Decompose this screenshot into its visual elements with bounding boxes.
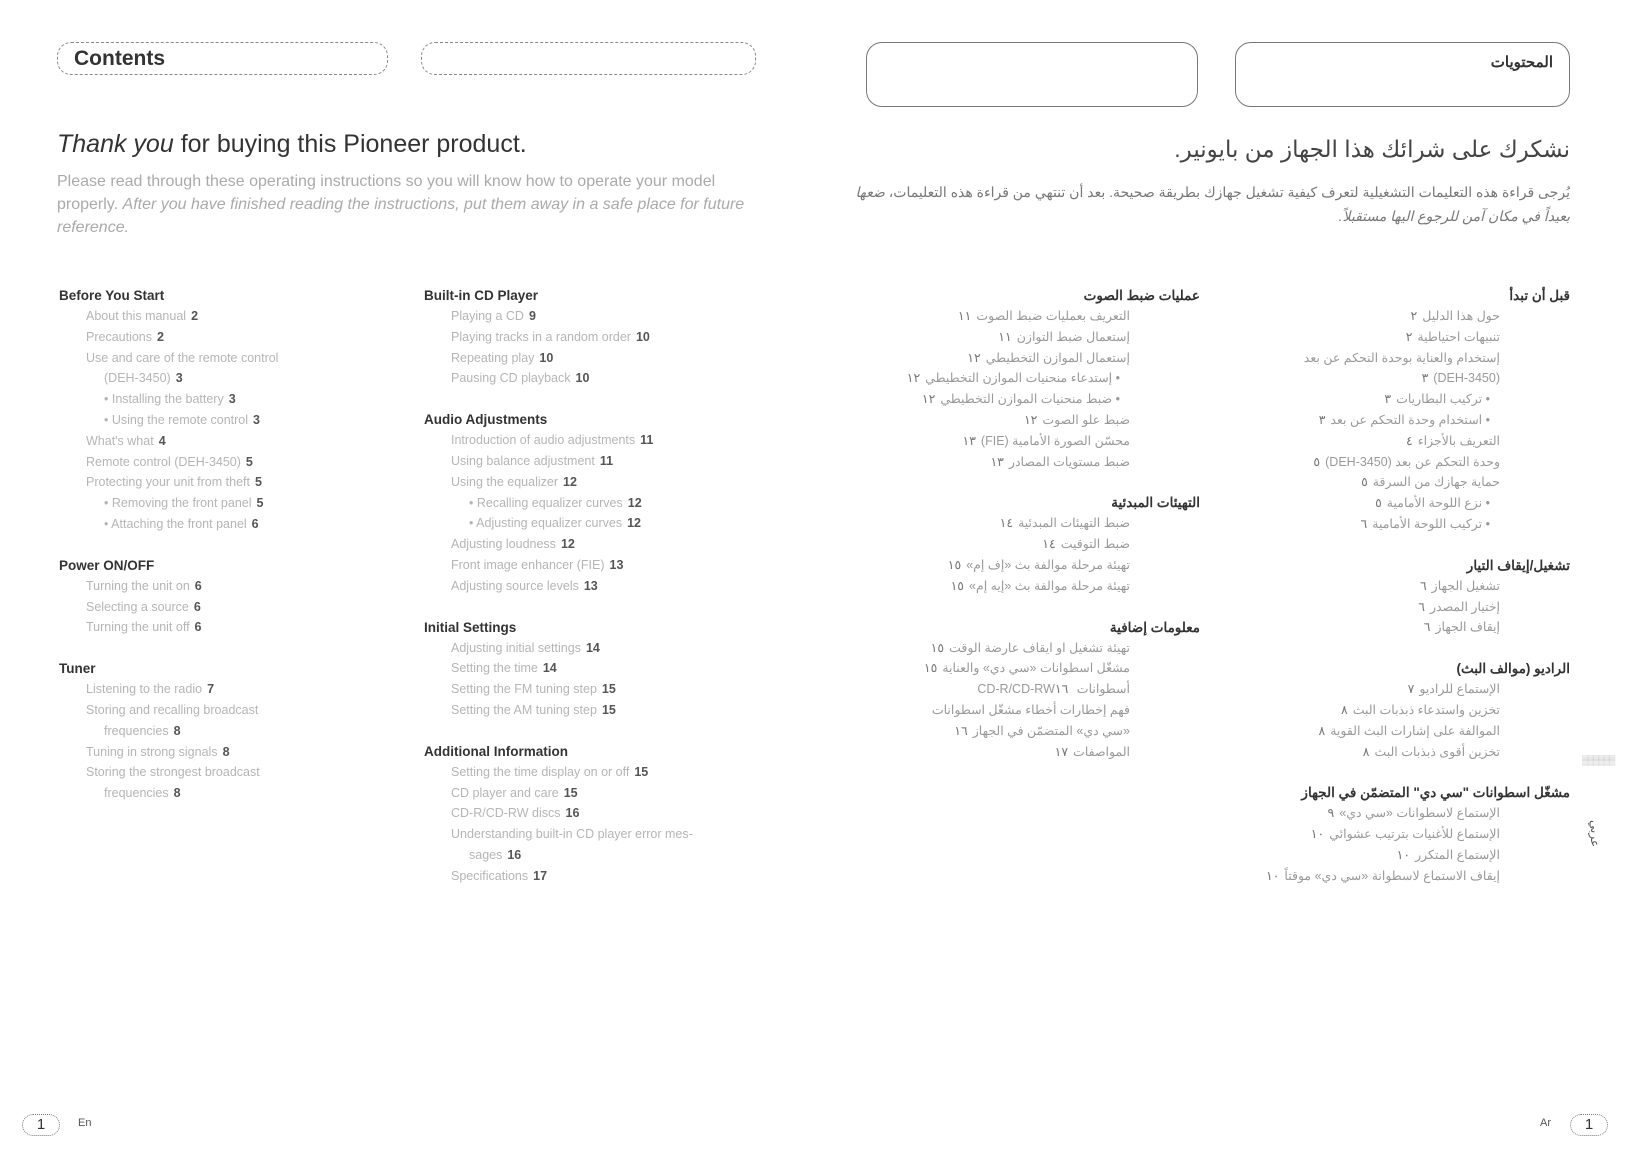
toc-section (820, 285, 1200, 472)
toc-entry (820, 638, 1200, 659)
toc-entry-text: إستعمال الموازن التخطيطي (985, 350, 1130, 365)
toc-entry (424, 348, 784, 369)
toc-entry (1150, 742, 1570, 763)
toc-entry-text: What's what (86, 433, 154, 448)
toc-section-heading: التهيئات المبدئية (1111, 495, 1200, 511)
toc-entry-text: • Removing the front panel (104, 496, 252, 511)
toc-entry-page: ١٦ (1054, 682, 1069, 697)
toc-entry (424, 513, 784, 534)
header-box-empty-ar (866, 42, 1198, 107)
toc-entry-text: Playing tracks in a random order (451, 329, 631, 344)
toc-section-heading: تشغيل/إيقاف التيار (1466, 557, 1570, 573)
toc-entry (59, 493, 399, 514)
toc-entry-page: 9 (528, 309, 536, 323)
toc-entry (1150, 700, 1570, 721)
toc-entry-text: Setting the AM tuning step (451, 702, 597, 717)
toc-column-ar-1 (1150, 285, 1570, 907)
toc-entry-page: ١٠ (1265, 868, 1280, 883)
toc-entry (1150, 452, 1570, 473)
toc-entry-page: ١١ (957, 309, 972, 323)
toc-entry (1150, 845, 1570, 866)
toc-entry (1150, 866, 1570, 887)
toc-column-ar-2 (820, 285, 1200, 782)
toc-entry-text: Pausing CD playback (451, 371, 571, 386)
toc-entry-text: Storing the strongest broadcast (86, 765, 260, 780)
toc-entry-page: 15 (634, 764, 649, 779)
toc-entry-text: Storing and recalling broadcast (86, 702, 259, 717)
toc-entry (59, 472, 399, 493)
toc-entry-page: 13 (583, 578, 598, 593)
toc-section (59, 285, 399, 535)
toc-entry-text: (DEH-3450) (1433, 371, 1500, 386)
toc-entry (424, 451, 784, 472)
toc-entry-page: ٦ (1419, 578, 1427, 593)
toc-entry-text: Setting the FM tuning step (451, 682, 597, 697)
toc-entry (59, 742, 399, 763)
toc-entry-text: About this manual (86, 309, 187, 323)
toc-entry-text: الإستماع لاسطوانات «سي دي» (1339, 806, 1500, 821)
toc-entry-page: 6 (193, 599, 201, 614)
toc-entry (59, 783, 399, 804)
toc-entry-page: ٦ (1423, 620, 1431, 635)
toc-entry-page: ٥ (1313, 454, 1321, 469)
toc-entry (820, 513, 1200, 534)
toc-entry-page: ١٤ (1042, 537, 1056, 552)
toc-entry-page: 11 (599, 453, 614, 468)
toc-entry-text: التعريف بالأجزاء (1417, 433, 1500, 448)
toc-entry (424, 845, 784, 866)
toc-entry (1150, 803, 1570, 824)
toc-entry-page: ٦ (1418, 599, 1425, 614)
toc-entry (59, 368, 399, 389)
toc-entry-text: التعريف بعمليات ضبط الصوت (976, 309, 1130, 323)
toc-entry-page: 3 (253, 412, 260, 427)
toc-entry-page: 2 (191, 309, 199, 323)
toc-column-en-1 (59, 285, 399, 824)
toc-entry (424, 493, 784, 514)
toc-entry-page: ١٣ (962, 433, 976, 448)
toc-entry-page: 4 (158, 433, 166, 448)
toc-entry (820, 576, 1200, 597)
toc-section-heading: Audio Adjustments (424, 412, 548, 428)
toc-entry (820, 431, 1200, 452)
toc-entry-page: ١٥ (950, 578, 964, 593)
toc-entry (820, 327, 1200, 348)
toc-entry (59, 617, 399, 638)
toc-entry-page: 7 (207, 682, 215, 697)
toc-entry (1150, 431, 1570, 452)
toc-entry-page: 10 (575, 371, 590, 386)
toc-entry (1150, 679, 1570, 700)
toc-entry-text: Setting the time (451, 661, 538, 676)
toc-entry-text: (DEH-3450) (104, 371, 171, 386)
toc-entry-text: sages (469, 847, 503, 862)
side-tab-mark: ▒▒▒▒▒▒ (1582, 755, 1615, 765)
toc-entry (424, 327, 784, 348)
intro-paragraph: Please read through these operating instructions so you will know how to operate your model properly. After you have finished reading the instructions, put them away in a safe place for future reference. (57, 173, 745, 236)
toc-entry-page: ٩ (1327, 806, 1335, 821)
toc-entry-page: 15 (563, 785, 578, 800)
toc-entry-page: 15 (601, 702, 616, 717)
toc-entry-page: 3 (175, 371, 183, 386)
toc-entry (424, 576, 784, 597)
toc-entry-text: Turning the unit on (86, 578, 190, 593)
toc-entry-text: الإستماع المتكرر (1415, 847, 1500, 862)
toc-entry-text: فهم إخطارات أخطاء مشغّل اسطوانات (931, 702, 1130, 717)
toc-entry-text: Turning the unit off (86, 620, 190, 635)
toc-entry (424, 700, 784, 721)
toc-entry-text: حول هذا الدليل (1422, 309, 1500, 323)
toc-entry (59, 514, 399, 535)
toc-section-heading: Tuner (59, 661, 96, 677)
toc-entry-page: ١٥ (930, 640, 945, 655)
toc-entry (820, 348, 1200, 369)
toc-entry (820, 452, 1200, 473)
toc-entry-text: • تركيب اللوحة الأمامية (1372, 516, 1490, 531)
toc-entry (820, 368, 1200, 389)
toc-entry-text: Tuning in strong signals (86, 744, 218, 759)
toc-entry-text: ضبط التوقيت (1060, 537, 1130, 552)
toc-entry (59, 597, 399, 618)
contents-header-box (57, 42, 388, 75)
toc-entry-text: Front image enhancer (FIE) (451, 557, 605, 572)
toc-entry-page: ١٢ (906, 371, 921, 386)
toc-entry-page: 17 (533, 868, 548, 883)
toc-entry-page: 5 (254, 475, 262, 490)
toc-entry (424, 866, 784, 887)
toc-section-heading: قبل أن تبدأ (1509, 288, 1570, 303)
toc-entry (1150, 389, 1570, 410)
page-number-ar: 1 (1570, 1114, 1608, 1136)
toc-entry-text: Using the equalizer (451, 474, 559, 489)
toc-entry-text: • Recalling equalizer curves (469, 495, 623, 510)
toc-entry (820, 679, 1200, 700)
toc-entry-text: تخزين أقوى ذبذبات البث (1374, 744, 1500, 759)
toc-entry-text: وحدة التحكم عن بعد (DEH-3450) (1325, 454, 1500, 469)
toc-entry-text: Listening to the radio (86, 682, 203, 697)
toc-entry (820, 742, 1200, 763)
toc-entry-page: ١٥ (947, 557, 962, 572)
toc-entry-page: 11 (640, 433, 654, 448)
toc-entry-page: 3 (228, 392, 236, 407)
toc-entry (1150, 327, 1570, 348)
toc-entry-text: Specifications (451, 868, 529, 883)
toc-entry-text: إستعمال ضبط التوازن (1016, 329, 1130, 344)
toc-section (1150, 658, 1570, 762)
toc-entry-page: 12 (627, 495, 642, 510)
toc-entry-text: حماية جهازك من السرقة (1372, 475, 1500, 490)
toc-entry-text: إختيار المصدر (1429, 599, 1500, 614)
toc-entry-text: تهيئة مرحلة موالفة بث «إف إم» (966, 557, 1130, 572)
toc-entry (1150, 824, 1570, 845)
toc-entry-page: ٣ (1318, 412, 1326, 427)
toc-entry-text: تهيئة مرحلة موالفة بث «إيه إم» (969, 578, 1130, 593)
toc-entry-text: • تركيب البطاريات (1396, 392, 1490, 407)
toc-entry-text: «سي دي» المتضمّن في الجهاز (972, 723, 1130, 738)
toc-entry (1150, 368, 1570, 389)
toc-entry-page: ١٣ (990, 454, 1004, 469)
toc-section-heading: Built-in CD Player (424, 288, 539, 303)
toc-entry-page: 6 (194, 620, 202, 635)
toc-entry (820, 534, 1200, 555)
toc-entry-text: ضبط مستويات المصادر (1008, 454, 1130, 469)
toc-entry (424, 430, 784, 451)
toc-entry-text: تهيئة تشغيل او ايقاف عارضة الوقت (949, 640, 1130, 655)
toc-section-heading: معلومات إضافية (1109, 619, 1200, 635)
toc-entry (59, 679, 399, 700)
toc-entry (820, 658, 1200, 679)
language-label-ar: Ar (1540, 1117, 1551, 1129)
toc-entry-page: ١٥ (923, 661, 938, 676)
toc-entry (424, 555, 784, 576)
toc-entry-text: مشغّل اسطوانات «سي دي» والعناية (942, 661, 1130, 676)
toc-entry-page: 15 (601, 682, 616, 697)
toc-entry (424, 679, 784, 700)
toc-entry-text: Setting the time display on or off (451, 764, 630, 779)
toc-entry-text: • Adjusting equalizer curves (469, 516, 623, 531)
page-number-en: 1 (22, 1114, 60, 1136)
toc-entry-text: Adjusting loudness (451, 537, 556, 552)
toc-entry-page: 10 (635, 329, 650, 344)
toc-entry-text: Playing a CD (451, 309, 524, 323)
toc-entry-page: ٤ (1406, 433, 1413, 448)
toc-entry-page: 5 (245, 454, 253, 469)
toc-entry-page: 8 (173, 723, 181, 738)
toc-section (1150, 555, 1570, 638)
toc-entry-page: ٢ (1405, 329, 1413, 344)
toc-entry (820, 700, 1200, 721)
contents-title: Contents (74, 47, 165, 70)
toc-entry-text: أسطوانات CD-R/CD-RW (977, 682, 1130, 697)
toc-entry (59, 431, 399, 452)
language-label-en: En (78, 1117, 92, 1129)
toc-entry-text: Protecting your unit from theft (86, 475, 250, 490)
contents-header-box-ar (1235, 42, 1570, 107)
toc-section (424, 741, 784, 887)
toc-entry-page: ٣ (1384, 392, 1392, 407)
toc-entry-text: • Installing the battery (104, 392, 224, 407)
toc-entry-text: إيقاف الاستماع لاسطوانة «سي دي» موقتاً (1284, 868, 1500, 883)
toc-entry-text: • Using the remote control (104, 412, 249, 427)
toc-entry-page: 14 (542, 661, 557, 676)
toc-entry-text: frequencies (104, 786, 169, 801)
toc-entry (424, 803, 784, 824)
toc-entry (820, 555, 1200, 576)
toc-entry-text: • إستدعاء منحنيات الموازن التخطيطي (925, 371, 1120, 386)
toc-entry (424, 306, 784, 327)
toc-entry (820, 389, 1200, 410)
toc-entry-page: ٦ (1360, 516, 1368, 531)
toc-entry (59, 762, 399, 783)
toc-entry (1150, 410, 1570, 431)
toc-entry-text: CD-R/CD-RW discs (451, 806, 561, 821)
toc-entry-text: Use and care of the remote control (86, 350, 279, 365)
toc-entry (1150, 348, 1570, 369)
toc-section-heading: عمليات ضبط الصوت (1083, 288, 1200, 303)
toc-section (1150, 285, 1570, 535)
toc-entry (424, 472, 784, 493)
toc-entry-text: ضبط التهيئات المبدئية (1018, 516, 1130, 531)
toc-entry-text: إستخدام والعناية بوحدة التحكم عن بعد (1303, 350, 1500, 365)
toc-entry (59, 576, 399, 597)
toc-entry (424, 824, 784, 845)
toc-entry (59, 410, 399, 431)
toc-entry (820, 410, 1200, 431)
toc-entry (1150, 493, 1570, 514)
toc-entry-page: 6 (194, 578, 202, 593)
toc-section (59, 555, 399, 638)
toc-entry-text: • استخدام وحدة التحكم عن بعد (1330, 412, 1490, 427)
toc-entry-text: الإستماع للراديو (1419, 682, 1500, 697)
toc-entry-text: تشغيل الجهاز (1431, 578, 1500, 593)
toc-entry-page: 6 (251, 516, 259, 531)
toc-entry-page: 16 (565, 806, 580, 821)
toc-section (820, 617, 1200, 763)
toc-section (424, 285, 784, 389)
toc-entry (424, 783, 784, 804)
toc-entry-text: Precautions (86, 329, 153, 344)
intro-paragraph-ar: يُرجى قراءة هذه التعليمات التشغيلية لتعرف كيفية تشغيل جهازك بطريقة صحيحة. بعد أن تنتهي من قراءة هذه التعليمات، ضعها بعيداً في مكان آمن للرجوع اليها مستقبلاً. (855, 184, 1570, 224)
toc-entry-page: ١٧ (1054, 744, 1069, 759)
toc-entry-page: 8 (222, 744, 230, 759)
toc-entry-page: 2 (157, 329, 164, 344)
toc-entry-text: الموالفة على إشارات البث القوية (1330, 723, 1500, 738)
toc-entry-text: تنبيهات احتياطية (1417, 329, 1500, 344)
toc-entry (1150, 721, 1570, 742)
toc-section (424, 617, 784, 721)
toc-section (59, 658, 399, 804)
toc-entry-page: 12 (560, 537, 575, 552)
toc-entry-page: 12 (627, 516, 641, 531)
toc-entry-page: ٢ (1410, 309, 1418, 323)
toc-entry-page: ١٤ (999, 516, 1014, 531)
toc-entry-text: CD player and care (451, 785, 559, 800)
toc-entry (59, 452, 399, 473)
toc-entry-page: ٧ (1407, 682, 1415, 697)
side-tab-arabic: عربي (1588, 820, 1602, 848)
toc-entry-text: • Attaching the front panel (104, 516, 247, 531)
toc-entry-text: Adjusting initial settings (451, 640, 581, 655)
toc-section-heading: مشغّل اسطوانات "سي دي" المتضمّن في الجهاز (1301, 785, 1570, 801)
toc-section-heading: الراديو (موالف البث) (1456, 661, 1570, 677)
toc-column-en-2 (424, 285, 784, 907)
toc-entry (1150, 306, 1570, 327)
toc-entry (424, 762, 784, 783)
toc-entry-text: • ضبط منحنيات الموازن التخطيطي (940, 392, 1120, 407)
toc-entry (1150, 597, 1570, 618)
page-title: Thank you for buying this Pioneer product. (57, 130, 527, 158)
toc-entry-text: تخزين واستدعاء ذبذبات البث (1352, 702, 1500, 717)
toc-entry-text: ضبط علو الصوت (1042, 412, 1130, 427)
toc-entry-text: frequencies (104, 723, 169, 738)
toc-entry-page: ٥ (1361, 475, 1368, 490)
toc-section (424, 409, 784, 596)
toc-entry (59, 348, 399, 369)
toc-entry-text: محسّن الصورة الأمامية (FIE) (980, 433, 1130, 448)
toc-entry (59, 700, 399, 721)
page-title-ar: نشكرك على شرائك هذا الجهاز من بايونير. (1174, 136, 1570, 162)
toc-section-heading: Power ON/OFF (59, 557, 155, 573)
toc-entry-page: ٣ (1421, 371, 1429, 386)
header-box-empty (421, 42, 756, 75)
contents-title-ar: المحتويات (1490, 54, 1553, 71)
toc-entry-page: ١٠ (1310, 827, 1325, 842)
toc-entry (424, 368, 784, 389)
toc-entry-text: Repeating play (451, 350, 535, 365)
toc-entry (59, 306, 399, 327)
toc-entry-text: الإستماع للأغنيات بترتيب عشوائي (1329, 827, 1500, 842)
toc-entry-text: Using balance adjustment (451, 453, 595, 468)
toc-section (820, 492, 1200, 596)
toc-entry-page: 8 (173, 786, 181, 801)
toc-entry-page: ١٢ (967, 350, 981, 365)
toc-entry-page: ١١ (998, 329, 1012, 344)
toc-entry (424, 534, 784, 555)
toc-entry-page: 16 (507, 847, 522, 862)
toc-entry (1150, 472, 1570, 493)
toc-entry-page: ٥ (1375, 496, 1382, 511)
toc-entry-page: 13 (609, 557, 624, 572)
toc-entry-page: ٨ (1340, 702, 1348, 717)
toc-entry-page: 12 (563, 474, 577, 489)
toc-entry (1150, 514, 1570, 535)
toc-section-heading: Before You Start (59, 288, 165, 303)
toc-entry-text: إيقاف الجهاز (1435, 620, 1500, 635)
toc-entry-text: Understanding built-in CD player error mes- (451, 827, 693, 842)
toc-entry-page: 5 (256, 496, 264, 511)
toc-entry (59, 721, 399, 742)
toc-entry-page: ١٠ (1396, 847, 1411, 862)
toc-entry-text: • نزع اللوحة الأمامية (1386, 496, 1490, 511)
toc-entry-text: Adjusting source levels (451, 578, 579, 593)
toc-entry-page: 14 (585, 640, 600, 655)
toc-entry (59, 389, 399, 410)
toc-entry-text: Selecting a source (86, 599, 189, 614)
toc-entry (820, 721, 1200, 742)
toc-entry-page: ٨ (1318, 723, 1326, 738)
toc-section-heading: Initial Settings (424, 619, 517, 635)
toc-section-heading: Additional Information (424, 743, 568, 759)
toc-entry-page: 10 (539, 350, 554, 365)
toc-entry-page: ١٦ (954, 723, 968, 738)
toc-entry-text: المواصفات (1073, 744, 1130, 759)
toc-entry-text: Introduction of audio adjustments (451, 433, 636, 448)
toc-entry (424, 658, 784, 679)
toc-entry (1150, 617, 1570, 638)
toc-entry (1150, 576, 1570, 597)
toc-entry (59, 327, 399, 348)
toc-entry-page: ٨ (1362, 744, 1370, 759)
toc-entry (424, 638, 784, 659)
toc-section (1150, 782, 1570, 886)
toc-entry-page: ١٢ (921, 392, 936, 407)
toc-entry (820, 306, 1200, 327)
toc-entry-text: Remote control (DEH-3450) (86, 454, 241, 469)
toc-entry-page: ١٢ (1023, 412, 1038, 427)
